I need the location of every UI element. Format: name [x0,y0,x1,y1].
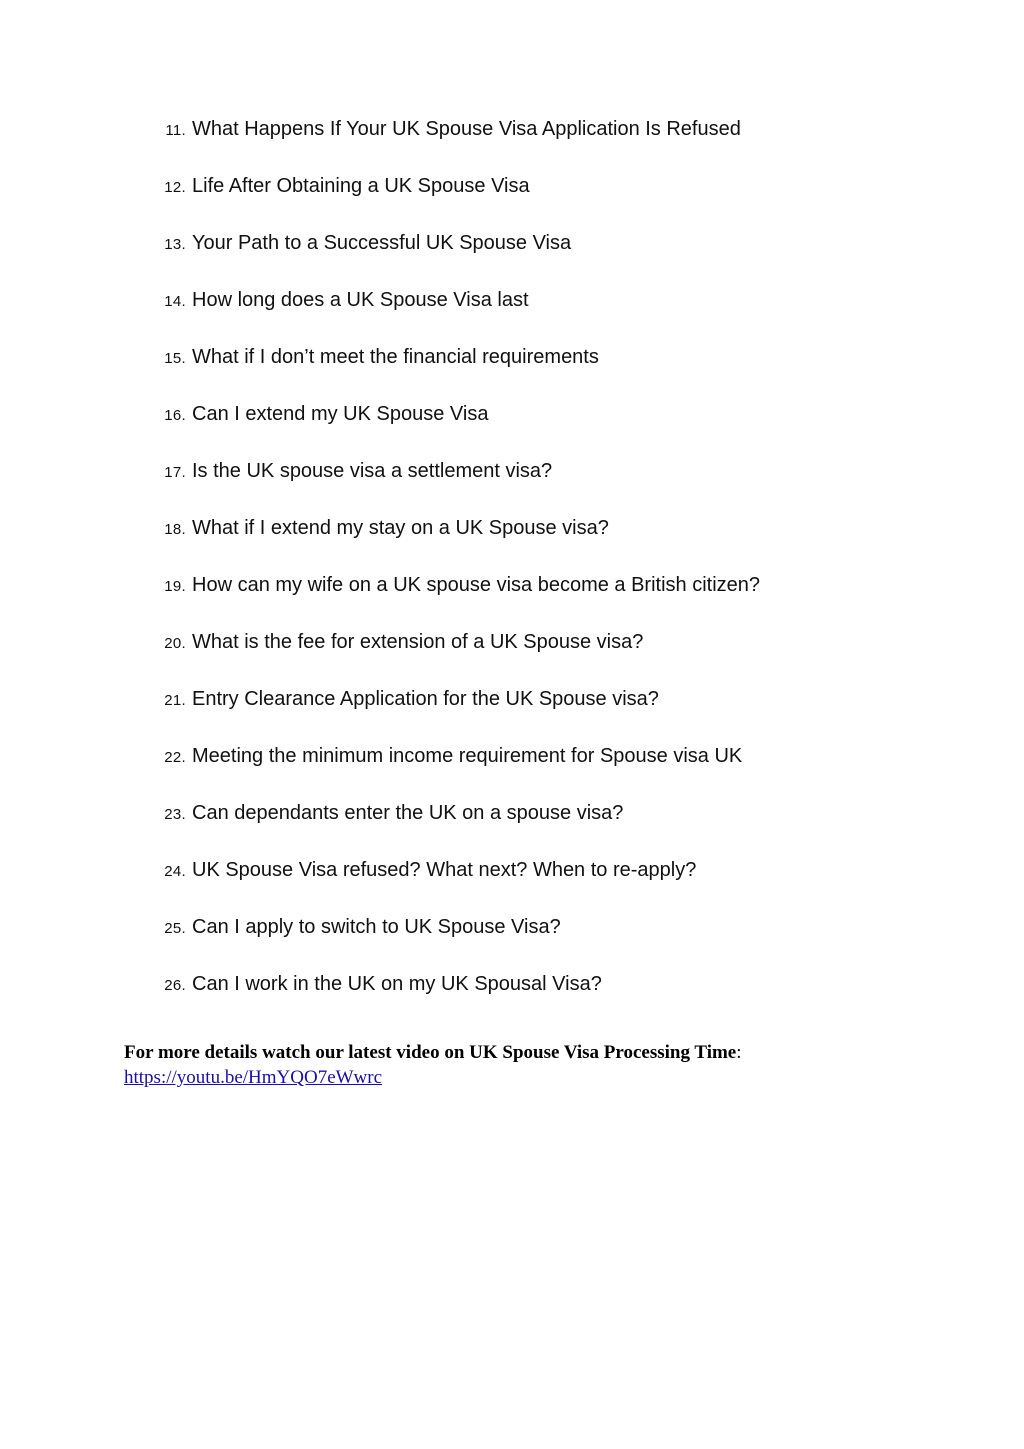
toc-item [124,289,884,346]
toc-item-number: 14. [164,293,186,310]
toc-item-text: How can my wife on a UK spouse visa become a British citizen? [192,574,761,596]
toc-item-text: Can I apply to switch to UK Spouse Visa? [192,916,561,938]
toc-item-text: Meeting the minimum income requirement for Spouse visa UK [192,745,743,767]
toc-item [124,973,884,1030]
toc-item-number: 11. [165,122,186,139]
toc-item-text: Can I work in the UK on my UK Spousal Visa? [192,973,602,995]
toc-item [124,859,884,916]
toc-item-number: 26. [164,977,186,994]
youtube-video-link[interactable]: https://youtu.be/HmYQO7eWwrc [124,1067,383,1088]
toc-item-number: 13. [164,236,186,253]
toc-item [124,118,884,175]
toc-item-text: Entry Clearance Application for the UK Spouse visa? [192,688,659,710]
toc-item-number: 12. [164,179,186,196]
toc-item-text: Can I extend my UK Spouse Visa [192,403,489,425]
toc-item [124,631,884,688]
toc-item-text: What if I don’t meet the financial requirements [192,346,599,368]
toc-item [124,175,884,232]
toc-item-text: What if I extend my stay on a UK Spouse visa? [192,517,609,539]
toc-item [124,517,884,574]
toc-item-text: Your Path to a Successful UK Spouse Visa [192,232,572,254]
toc-item-number: 23. [164,806,186,823]
toc-item [124,346,884,403]
toc-item-text: How long does a UK Spouse Visa last [192,289,529,311]
toc-item [124,688,884,745]
toc-item-text: Can dependants enter the UK on a spouse visa? [192,802,624,824]
toc-item [124,232,884,289]
toc-item-number: 19. [164,578,186,595]
video-callout-text: For more details watch our latest video on UK Spouse Visa Processing Time [124,1042,737,1063]
toc-item-number: 18. [164,521,186,538]
toc-item-text: What Happens If Your UK Spouse Visa Application Is Refused [192,118,741,140]
toc-item-number: 15. [164,350,186,367]
video-callout [124,1040,904,1090]
toc-item-text: Is the UK spouse visa a settlement visa? [192,460,553,482]
toc-item [124,745,884,802]
toc-item [124,460,884,517]
video-callout-colon: : [736,1042,742,1063]
toc-item-number: 24. [164,863,186,880]
toc-item-number: 21. [164,692,186,709]
toc-item-number: 20. [164,635,186,652]
toc-item [124,403,884,460]
toc-item [124,574,884,631]
toc-item-number: 22. [164,749,186,766]
toc-list [124,118,884,1030]
toc-item [124,802,884,859]
toc-item-text: Life After Obtaining a UK Spouse Visa [192,175,530,197]
toc-item-number: 17. [164,464,186,481]
toc-item-number: 16. [164,407,186,424]
toc-item [124,916,884,973]
toc-item-text: What is the fee for extension of a UK Spouse visa? [192,631,644,653]
toc-item-text: UK Spouse Visa refused? What next? When to re-apply? [192,859,697,881]
toc-item-number: 25. [164,920,186,937]
